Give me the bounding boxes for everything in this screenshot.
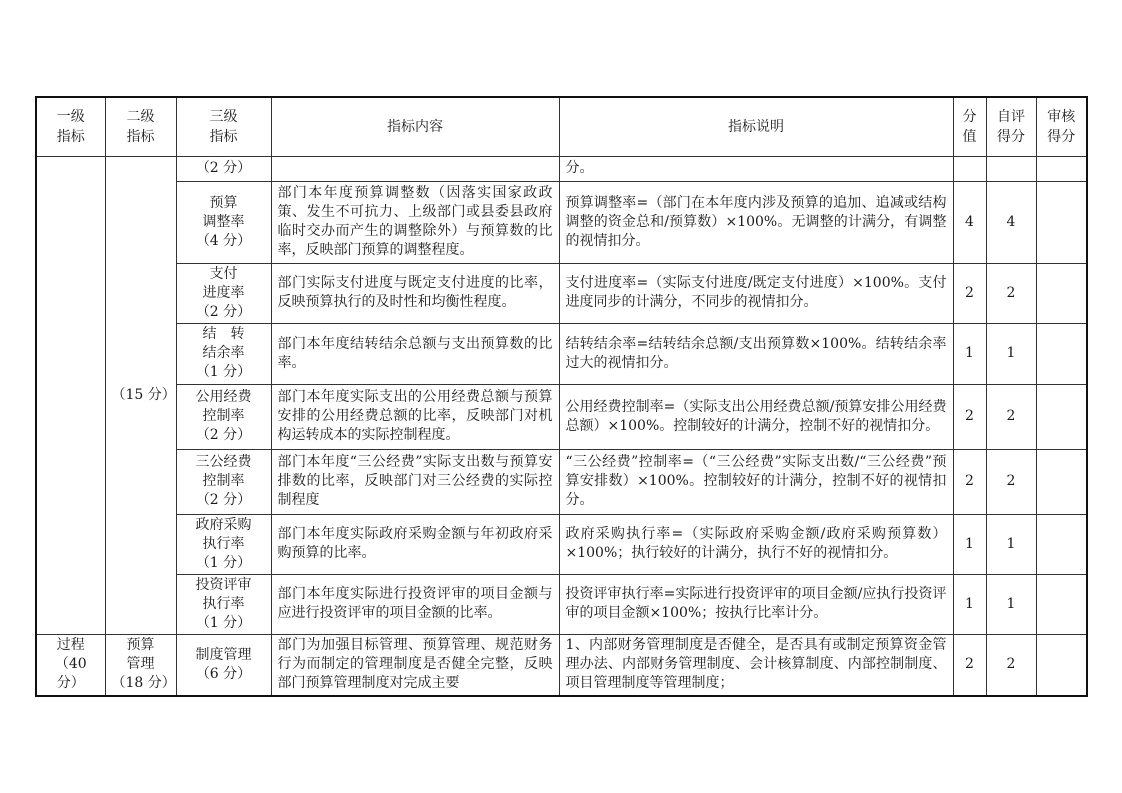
cell-level1: 过程 （40 分）: [36, 634, 105, 696]
table-row: [36, 384, 1087, 449]
cell-content: 部门实际支付进度与既定支付进度的比率，反映预算执行的及时性和均衡性程度。: [271, 263, 559, 323]
cell-level3: 公用经费 控制率 （2 分）: [176, 384, 271, 449]
cell-score: 1: [953, 323, 986, 384]
header-description: 指标说明: [559, 97, 953, 156]
cell-level3: 结 转 结余率 （1 分）: [176, 323, 271, 384]
header-audit-score: 审核 得分: [1036, 97, 1087, 156]
cell-description: 1、内部财务管理制度是否健全，是否具有或制定预算资金管理办法、内部财务管理制度、会计核算制度、内部控制制度、项目管理制度等管理制度；: [559, 634, 953, 696]
cell-level1: [36, 156, 105, 634]
cell-self-score: [986, 156, 1036, 181]
cell-content: 部门本年度结转结余总额与支出预算数的比率。: [271, 323, 559, 384]
cell-level2: 预算 管理 （18 分）: [105, 634, 176, 696]
header-score: 分 值: [953, 97, 986, 156]
cell-score: 2: [953, 449, 986, 514]
cell-level3: （2 分）: [176, 156, 271, 181]
cell-content: 部门本年度实际政府采购金额与年初政府采购预算的比率。: [271, 514, 559, 574]
header-self-score: 自评 得分: [986, 97, 1036, 156]
cell-content: 部门本年度实际支出的公用经费总额与预算安排的公用经费总额的比率，反映部门对机构运转成本的实际控制程度。: [271, 384, 559, 449]
cell-description: 公用经费控制率=（实际支出公用经费总额/预算安排公用经费总额）×100%。控制较好的计满分，控制不好的视情扣分。: [559, 384, 953, 449]
cell-self-score: 2: [986, 384, 1036, 449]
cell-content: 部门本年度“三公经费”实际支出数与预算安排数的比率，反映部门对三公经费的实际控制程度: [271, 449, 559, 514]
cell-self-score: 4: [986, 181, 1036, 263]
cell-audit-score: [1036, 181, 1087, 263]
table-row: [36, 449, 1087, 514]
cell-content: 部门为加强目标管理、预算管理、规范财务行为而制定的管理制度是否健全完整，反映部门预算管理制度对完成主要: [271, 634, 559, 696]
cell-audit-score: [1036, 449, 1087, 514]
cell-audit-score: [1036, 634, 1087, 696]
table-row: [36, 263, 1087, 323]
cell-score: 1: [953, 574, 986, 634]
cell-audit-score: [1036, 574, 1087, 634]
cell-self-score: 1: [986, 514, 1036, 574]
table-row: [36, 514, 1087, 574]
table-row: [36, 181, 1087, 263]
cell-self-score: 1: [986, 323, 1036, 384]
cell-score: 2: [953, 263, 986, 323]
header-content: 指标内容: [271, 97, 559, 156]
header-level3: 三级 指标: [176, 97, 271, 156]
header-level2: 二级 指标: [105, 97, 176, 156]
cell-score: 2: [953, 634, 986, 696]
cell-content: 部门本年度实际进行投资评审的项目金额与应进行投资评审的项目金额的比率。: [271, 574, 559, 634]
cell-audit-score: [1036, 263, 1087, 323]
cell-level3: 投资评审 执行率 （1 分）: [176, 574, 271, 634]
cell-audit-score: [1036, 323, 1087, 384]
cell-content: [271, 156, 559, 181]
cell-score: [953, 156, 986, 181]
cell-score: 4: [953, 181, 986, 263]
cell-level3: 制度管理 （6 分）: [176, 634, 271, 696]
cell-description: 投资评审执行率=实际进行投资评审的项目金额/应执行投资评审的项目金额×100%；按执行比率计分。: [559, 574, 953, 634]
table-header-row: [36, 97, 1087, 156]
cell-level3: 预算 调整率 （4 分）: [176, 181, 271, 263]
table-row: [36, 574, 1087, 634]
cell-self-score: 2: [986, 449, 1036, 514]
cell-description: 支付进度率=（实际支付进度/既定支付进度）×100%。支付进度同步的计满分，不同步的视情扣分。: [559, 263, 953, 323]
cell-self-score: 2: [986, 634, 1036, 696]
cell-audit-score: [1036, 514, 1087, 574]
cell-audit-score: [1036, 156, 1087, 181]
cell-description: 预算调整率=（部门在本年度内涉及预算的追加、追减或结构调整的资金总和/预算数）×100%。无调整的计满分，有调整的视情扣分。: [559, 181, 953, 263]
table-row: [36, 323, 1087, 384]
cell-audit-score: [1036, 384, 1087, 449]
cell-level3: 支付 进度率 （2 分）: [176, 263, 271, 323]
cell-level3: 三公经费 控制率 （2 分）: [176, 449, 271, 514]
cell-score: 1: [953, 514, 986, 574]
cell-description: 结转结余率=结转结余总额/支出预算数×100%。结转结余率过大的视情扣分。: [559, 323, 953, 384]
cell-self-score: 2: [986, 263, 1036, 323]
cell-description: 分。: [559, 156, 953, 181]
cell-self-score: 1: [986, 574, 1036, 634]
cell-score: 2: [953, 384, 986, 449]
cell-description: 政府采购执行率=（实际政府采购金额/政府采购预算数）×100%；执行较好的计满分，执行不好的视情扣分。: [559, 514, 953, 574]
cell-level2: （15 分）: [105, 156, 176, 634]
cell-level3: 政府采购 执行率 （1 分）: [176, 514, 271, 574]
cell-description: “三公经费”控制率=（“三公经费”实际支出数/“三公经费”预算安排数）×100%。控制较好的计满分，控制不好的视情扣分。: [559, 449, 953, 514]
header-level1: 一级 指标: [36, 97, 105, 156]
table-row: [36, 156, 1087, 181]
evaluation-indicator-table: [35, 96, 1088, 697]
table-row: [36, 634, 1087, 696]
cell-content: 部门本年度预算调整数（因落实国家政政策、发生不可抗力、上级部门或县委县政府临时交办而产生的调整除外）与预算数的比率，反映部门预算的调整程度。: [271, 181, 559, 263]
